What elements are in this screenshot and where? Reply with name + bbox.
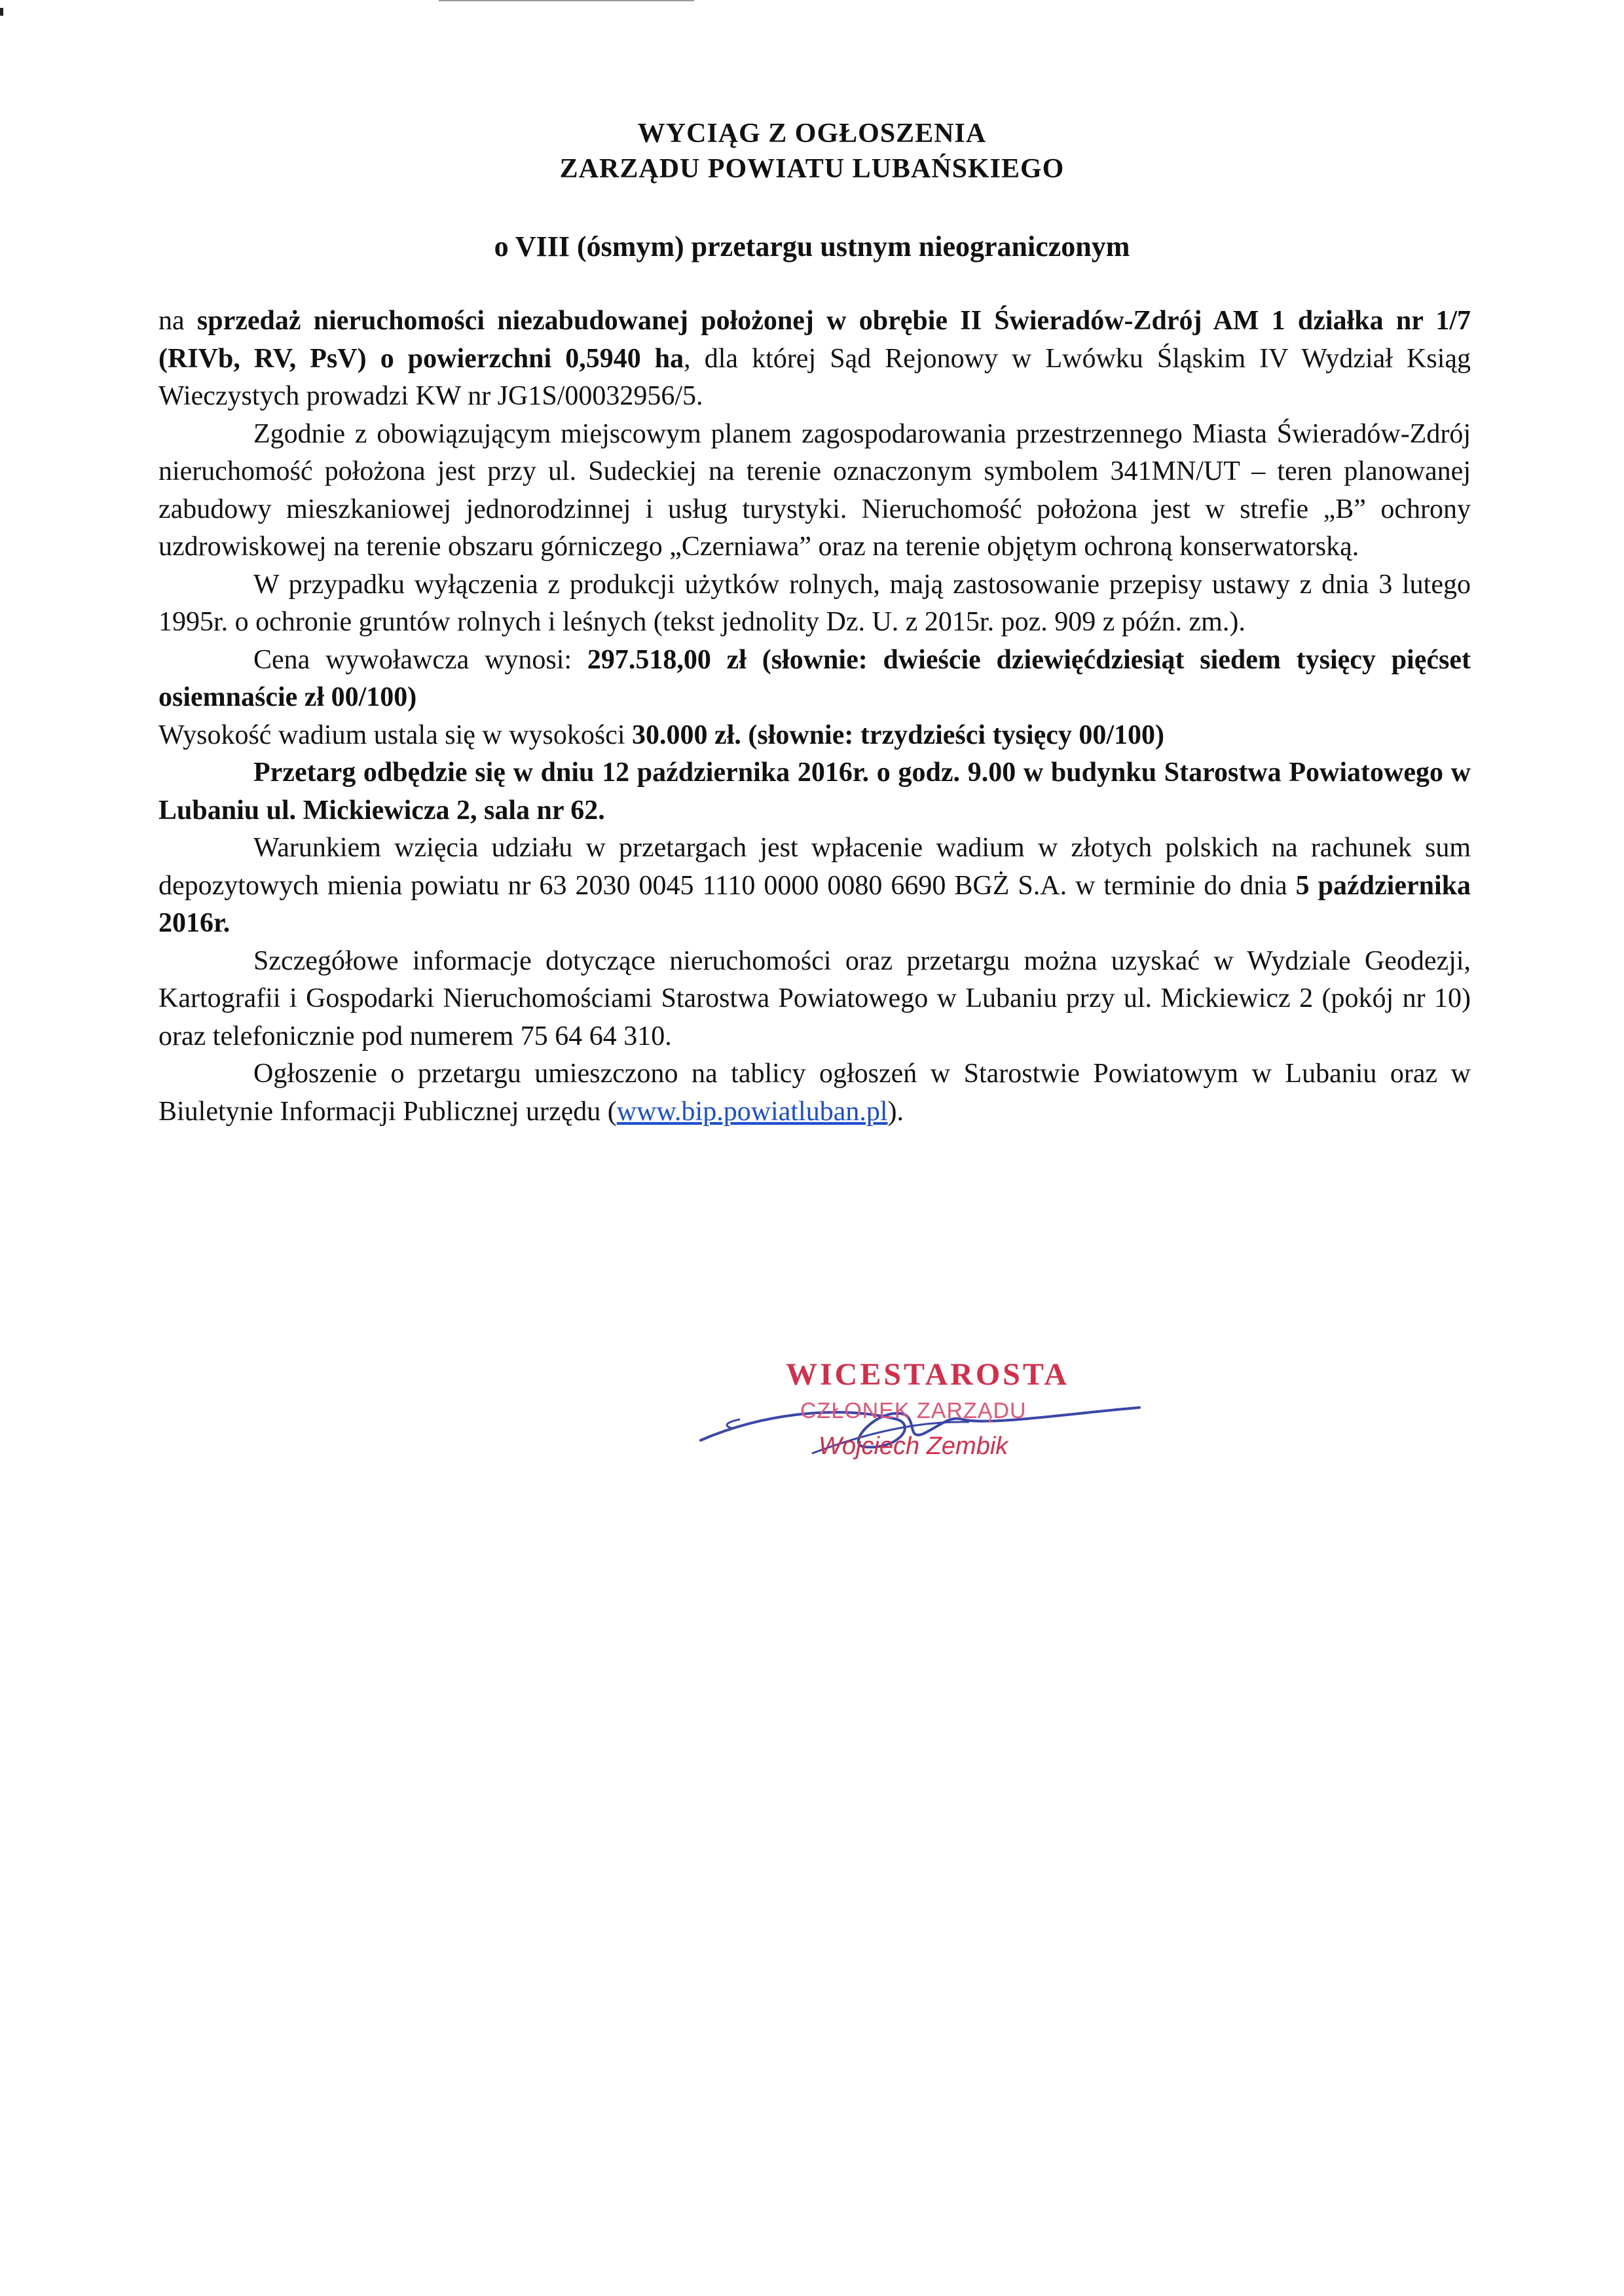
deposit-value: 30.000 zł. (słownie: trzydzieści tysięcy 00/100)	[632, 720, 1165, 750]
p7-text-c: .	[223, 908, 231, 938]
stamp-role: CZŁONEK ZARZĄDU	[800, 1398, 1027, 1423]
p4-text-a: Cena wywoławcza wynosi:	[253, 644, 587, 675]
starting-price-value: 297.518,00 zł (słownie: dwieście dziewięćdziesiąt siedem tysięcy pięćset osiemnaście zł 00/100)	[158, 644, 1471, 712]
paragraph-deposit-terms	[158, 829, 1471, 943]
document-title-line2: ZARZĄDU POWIATU LUBAŃSKIEGO	[559, 154, 1065, 184]
deposit-deadline: 5 października 2016r	[158, 870, 1471, 938]
stamp-name: Wojciech Zembik	[819, 1432, 1008, 1460]
p9-text-c: ).	[887, 1096, 904, 1127]
scan-artifact-line	[439, 0, 694, 1]
bip-link[interactable]: www.bip.powiatluban.pl	[616, 1096, 888, 1127]
document-subtitle: o VIII (ósmym) przetargu ustnym nieograniczonym	[494, 230, 1130, 263]
stamp-title: WICESTAROSTA	[786, 1357, 1069, 1392]
document-title-line1: WYCIĄG Z OGŁOSZENIA	[637, 118, 987, 149]
paragraph-agricultural-use: W przypadku wyłączenia z produkcji użytków rolnych, mają zastosowanie przepisy ustawy z dnia 3 lutego 1995r. o ochronie gruntów rolnych i leśnych (tekst jednolity Dz. U. z 2015r. poz. 909 z późn. zm.).	[158, 569, 1471, 637]
p5-text-a: Wysokość wadium ustala się w wysokości	[158, 720, 633, 750]
paragraph-starting-price	[158, 642, 1471, 717]
p1-text-c: , dla której Sąd Rejonowy w Lwówku Śląskim IV Wydział Ksiąg Wieczystych prowadzi KW nr JG1S/00032956/5.	[158, 343, 1471, 411]
scan-artifact	[0, 8, 3, 16]
paragraph-zoning-plan: Zgodnie z obowiązującym miejscowym planem zagospodarowania przestrzennego Miasta Świeradów-Zdrój nieruchomość położona jest przy ul. Sudeckiej na terenie oznaczonym symbolem 341MN/UT – teren planowanej zabudowy mieszkaniowej jednorodzinnej i usług turystyki. Nieruchomość położona jest w strefie „B” ochrony uzdrowiskowej na terenie obszaru górniczego „Czerniawa” oraz na terenie objętym ochroną konserwatorską.	[158, 418, 1471, 562]
paragraph-auction-date: Przetarg odbędzie się w dniu 12 października 2016r. o godz. 9.00 w budynku Starostwa Powiatowego w Lubaniu ul. Mickiewicza 2, sala nr 62.	[158, 757, 1471, 826]
document-body	[158, 302, 1471, 1131]
paragraph-deposit	[158, 717, 1471, 755]
official-stamp	[681, 1342, 1153, 1480]
p1-text-a: na	[158, 306, 197, 336]
paragraph-contact-info: Szczegółowe informacje dotyczące nieruchomości oraz przetargu można uzyskać w Wydziale Geodezji, Kartografii i Gospodarki Nieruchomościami Starostwa Powiatowego w Lubaniu przy ul. Mickiewicz 2 (pokój nr 10) oraz telefonicznie pod numerem 75 64 64 310.	[158, 945, 1471, 1051]
p7-text-a: Warunkiem wzięcia udziału w przetargach jest wpłacenie wadium w złotych polskich na rachunek sum depozytowych mienia powiatu nr 63 2030 0045 1110 0000 0080 6690 BGŻ S.A. w terminie do dnia	[158, 833, 1471, 901]
p9-text-a: Ogłoszenie o przetargu umieszczono na tablicy ogłoszeń w Starostwie Powiatowym w Lubaniu oraz w Biuletynie Informacji Publicznej urzędu (	[158, 1059, 1471, 1127]
p1-text-bold: sprzedaż nieruchomości niezabudowanej położonej w obrębie II Świeradów-Zdrój AM 1 działka nr 1/7 (RIVb, RV, PsV) o powierzchni 0,5940 ha	[158, 306, 1471, 374]
paragraph-publication	[158, 1055, 1471, 1131]
paragraph-property-description	[158, 302, 1471, 416]
